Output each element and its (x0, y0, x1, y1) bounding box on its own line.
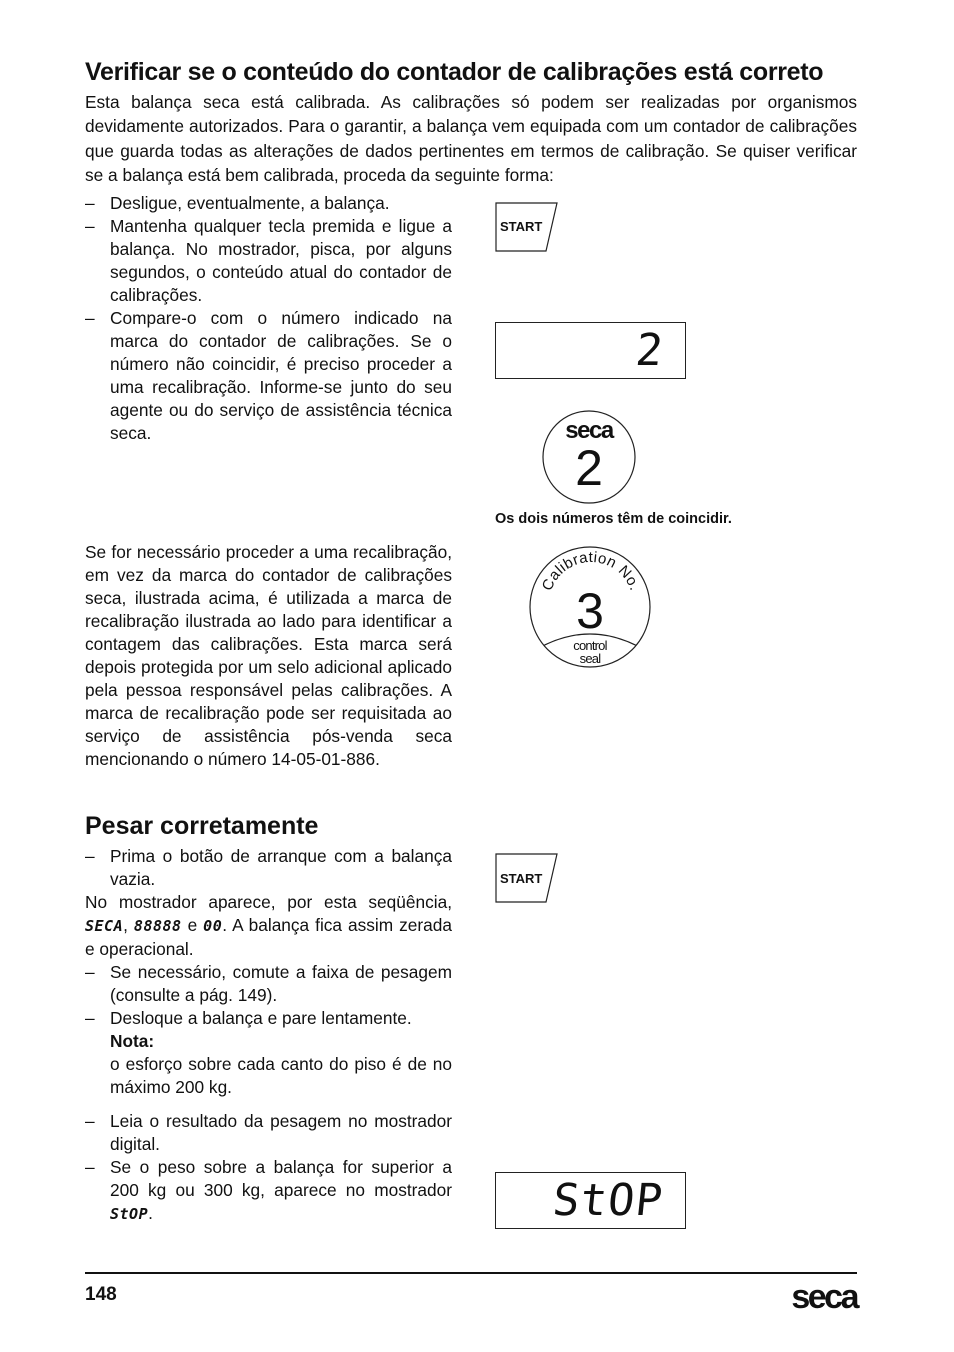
lcd-code-stop: StOP (110, 1205, 149, 1223)
display-value: 2 (632, 325, 666, 376)
note-label: Nota: (110, 1031, 155, 1051)
lcd-code-00: 00 (203, 917, 223, 935)
display-stop (495, 1172, 686, 1229)
lcd-code-seca: SECA (85, 917, 124, 935)
page-title: Verificar se o conteúdo do contador de calibrações está correto (85, 58, 824, 86)
page-number: 148 (85, 1284, 117, 1305)
list-item: – Desloque a balança e pare lentamente. Nota: o esforço sobre cada canto do piso é de no máximo 200 kg. (85, 1007, 452, 1099)
intro-paragraph: Esta balança seca está calibrada. As calibrações só podem ser realizadas por organismos devidamente autorizados. Para o garantir, a balança vem equipada com um contador de calibrações que guarda todas as alterações de dados pertinentes em termos de calibração. Se quiser verificar se a balança está bem calibrada, proceda da seguinte forma: (85, 92, 857, 186)
list-item: – Se o peso sobre a balança for superior a 200 kg ou 300 kg, aparece no mostrador StOP. (85, 1156, 452, 1226)
start-key-label: START (500, 219, 543, 234)
sequence-paragraph: No mostrador aparece, por esta seqüência, SECA, 88888 e 00. A balança fica assim zerada e operacional. (85, 892, 452, 959)
steps-list-1 (85, 192, 452, 445)
list-item: – Prima o botão de arranque com a balança vazia. (85, 845, 452, 891)
start-key-label: START (500, 871, 543, 886)
seal-control-text: control (573, 638, 607, 653)
note-text: o esforço sobre cada canto do piso é de no máximo 200 kg. (110, 1054, 452, 1097)
recalibration-paragraph: Se for necessário proceder a uma recalibração, em vez da marca do contador de calibrações seca, ilustrada acima, é utilizada a marca de recalibração ilustrada ao lado para identificar a contagem das calibrações. Esta marca será depois protegida por um selo adicional aplicado pela pessoa responsável pelas calibrações. A marca de recalibração pode ser requisitada ao serviço de assistência pós-venda seca mencionando o número 14-05-01-886. (85, 542, 452, 769)
start-key-icon (495, 202, 565, 252)
lcd-code-88888: 88888 (133, 917, 182, 935)
seal-number: 3 (576, 583, 604, 639)
list-item: – Compare-o com o número indicado na marca do contador de calibrações. Se o número não coincidir, é preciso proceder a uma recalibração. Informe-se junto do seu agente ou do serviço de assistência técnica seca. (85, 307, 452, 445)
seal-brand: seca (565, 417, 613, 444)
footer-divider (85, 1272, 857, 1274)
section-title: Pesar corretamente (85, 812, 319, 840)
display-calibration-counter (495, 322, 686, 379)
list-item: – Leia o resultado da pesagem no mostrador digital. (85, 1110, 452, 1156)
display-value: StOP (550, 1175, 666, 1226)
start-key-icon (495, 853, 565, 903)
caption: Os dois números têm de coincidir. (495, 511, 732, 527)
seca-logo: seca (791, 1278, 857, 1316)
list-item: – Mantenha qualquer tecla premida e ligue a balança. No mostrador, pisca, por alguns segundos, o conteúdo atual do contador de calibrações. (85, 215, 452, 307)
seal-seal-text: seal (579, 651, 601, 666)
seal-number: 2 (575, 440, 603, 496)
list-item: – Desligue, eventualmente, a balança. (85, 192, 452, 215)
weighing-instructions (85, 845, 452, 1226)
seca-calibration-seal-icon (540, 408, 638, 506)
recalibration-seal-icon (527, 544, 653, 670)
seal-arc-text: Calibration No. (538, 549, 644, 594)
list-item: – Se necessário, comute a faixa de pesagem (consulte a pág. 149). (85, 961, 452, 1007)
